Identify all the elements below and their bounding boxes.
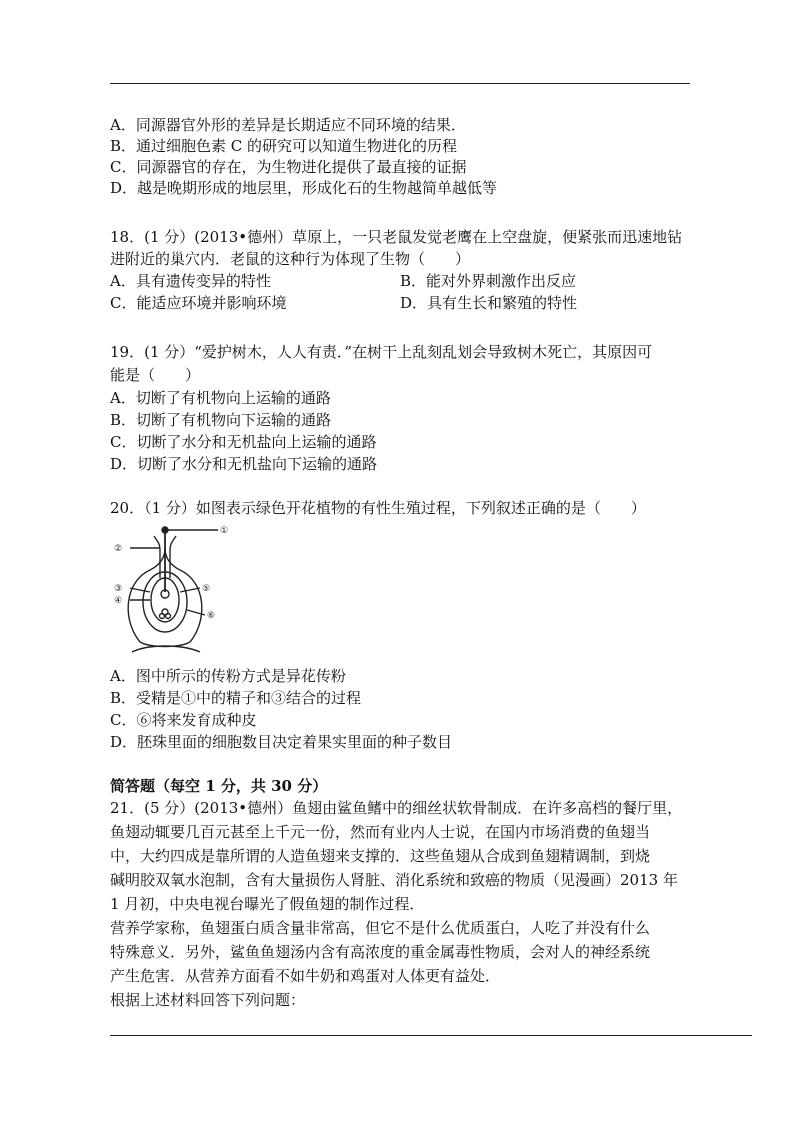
q19-option-b: B．切断了有机物向下运输的通路: [110, 411, 332, 429]
q21-line-6: 营养学家称，鱼翅蛋白质含量非常高，但它不是什么优质蛋白，人吃了并没有什么: [110, 919, 651, 937]
q21-line-9: 根据上述材料回答下列问题：: [110, 991, 306, 1009]
q20-option-b: B．受精是①中的精子和③结合的过程: [110, 689, 362, 707]
q18-option-c: C．能适应环境并影响环境: [110, 294, 287, 312]
header-rule: [110, 83, 690, 84]
q17-option-b: B．通过细胞色素 C 的研究可以知道生物进化的历程: [110, 137, 458, 155]
q19-option-c: C．切断了水分和无机盐向上运输的通路: [110, 433, 377, 451]
q19-option-a: A．切断了有机物向上运输的通路: [110, 389, 331, 407]
diagram-label-4: ④: [114, 596, 123, 606]
q19-stem-line2: 能是（ ）: [110, 366, 201, 384]
diagram-label-1: ①: [220, 526, 229, 536]
q20-option-c: C．⑥将来发育成种皮: [110, 711, 257, 729]
q18-option-d: D．具有生长和繁殖的特性: [400, 294, 578, 312]
diagram-label-6: ⑥: [207, 611, 216, 621]
q20-option-a: A．图中所示的传粉方式是异花传粉: [110, 667, 346, 685]
diagram-label-5: ⑤: [202, 584, 211, 594]
q19-stem-line1: 19．(1 分）“爱护树木，人人有责．”在树干上乱刻乱划会导致树木死亡，其原因可: [110, 343, 653, 361]
q17-option-a: A．同源器官外形的差异是长期适应不同环境的结果．: [110, 116, 466, 134]
diagram-label-3: ③: [114, 584, 123, 594]
q21-line-4: 碱明胶双氧水泡制，含有大量损伤人肾脏、消化系统和致癌的物质（见漫画）2013 年: [110, 871, 678, 889]
flower-fertilization-diagram: [110, 520, 240, 660]
q20-stem: 20．（1 分）如图表示绿色开花植物的有性生殖过程，下列叙述正确的是（ ）: [110, 499, 646, 517]
diagram-label-2: ②: [114, 544, 123, 554]
q18-stem-line2: 进附近的巢穴内．老鼠的这种行为体现了生物（ ）: [110, 250, 471, 268]
q19-option-d: D．切断了水分和无机盐向下运输的通路: [110, 455, 378, 473]
q17-option-c: C．同源器官的存在，为生物进化提供了最直接的证据: [110, 158, 467, 176]
q18-stem-line1: 18．(1 分）(2013•德州）草原上，一只老鼠发觉老鹰在上空盘旋，便紧张而迅速地钻: [110, 228, 683, 246]
q21-line-8: 产生危害．从营养方面看不如牛奶和鸡蛋对人体更有益处．: [110, 967, 501, 985]
section-title: 简答题（每空 1 分，共 30 分）: [110, 777, 328, 795]
q21-line-5: 1 月初，中央电视台曝光了假鱼翅的制作过程．: [110, 895, 425, 913]
q18-option-a: A．具有遗传变异的特性: [110, 272, 271, 290]
q17-option-d: D．越是晚期形成的地层里，形成化石的生物越简单越低等: [110, 179, 498, 197]
q21-line-7: 特殊意义．另外，鲨鱼鱼翅汤内含有高浓度的重金属毒性物质，会对人的神经系统: [110, 943, 651, 961]
q20-option-d: D．胚珠里面的细胞数目决定着果实里面的种子数目: [110, 733, 453, 751]
q18-option-b: B．能对外界刺激作出反应: [400, 272, 577, 290]
footer-rule: [110, 1035, 752, 1036]
q21-line-3: 中，大约四成是靠所谓的人造鱼翅来支撑的．这些鱼翅从合成到鱼翅精调制，到烧: [110, 847, 651, 865]
q21-line-1: 21．(5 分）(2013•德州）鱼翅由鲨鱼鳍中的细丝状软骨制成．在许多高档的餐厅里，: [110, 799, 683, 817]
q21-line-2: 鱼翅动辄要几百元甚至上千元一份，然而有业内人士说，在国内市场消费的鱼翅当: [110, 823, 651, 841]
